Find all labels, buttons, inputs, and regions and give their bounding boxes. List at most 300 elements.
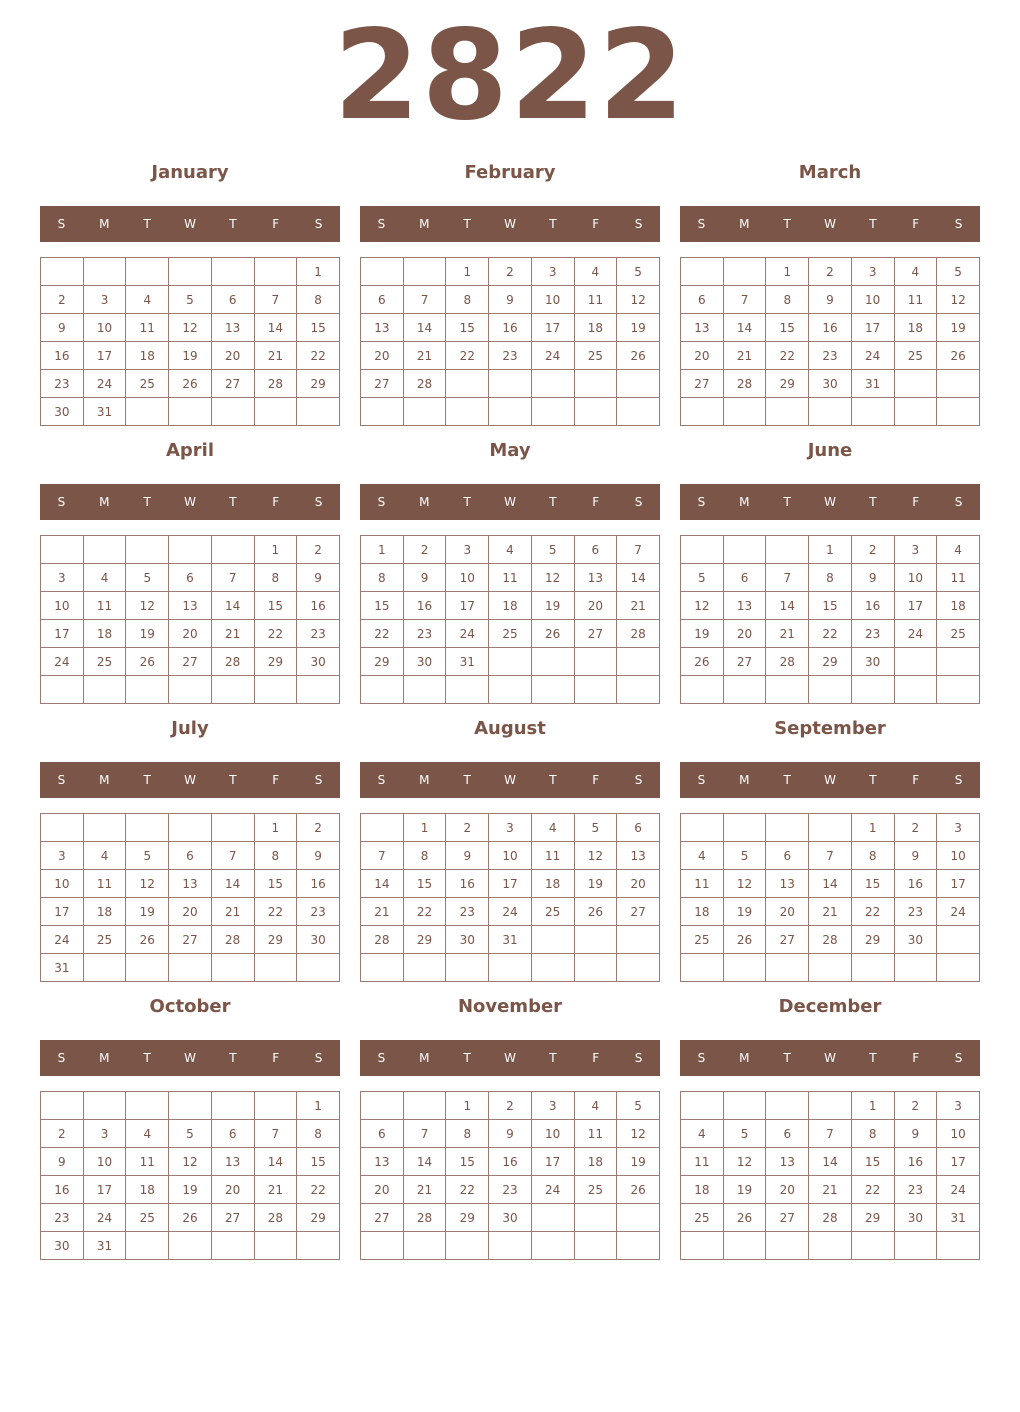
day-cell: 10: [937, 1120, 980, 1148]
weekday-label: S: [697, 773, 706, 787]
day-cell: 14: [211, 592, 254, 620]
day-cell: 30: [489, 1204, 532, 1232]
week-row: [361, 954, 660, 982]
weekday-label: S: [57, 217, 66, 231]
day-cell: 12: [723, 1148, 766, 1176]
day-cell: [254, 258, 297, 286]
day-cell: 7: [766, 564, 809, 592]
day-cell: 4: [126, 1120, 169, 1148]
day-cell: 1: [446, 258, 489, 286]
week-row: [681, 342, 980, 370]
day-cell: 21: [361, 898, 404, 926]
weekday-label: F: [912, 495, 920, 509]
day-cell: 23: [297, 620, 340, 648]
day-cell: [83, 536, 126, 564]
week-row: [41, 620, 340, 648]
day-cell: 11: [489, 564, 532, 592]
day-cell: 3: [531, 1092, 574, 1120]
day-cell: 19: [681, 620, 724, 648]
day-cell: 14: [211, 870, 254, 898]
day-cell: 10: [446, 564, 489, 592]
week-row: [361, 620, 660, 648]
day-cell: [489, 1232, 532, 1260]
month-title: August: [474, 718, 546, 739]
day-cell: 1: [254, 536, 297, 564]
day-cell: [126, 258, 169, 286]
weekday-label: W: [504, 495, 516, 509]
day-cell: [574, 1204, 617, 1232]
day-cell: 28: [211, 648, 254, 676]
day-cell: 15: [361, 592, 404, 620]
day-cell: 15: [254, 592, 297, 620]
day-cell: 16: [446, 870, 489, 898]
day-cell: 20: [617, 870, 660, 898]
day-cell: 20: [361, 1176, 404, 1204]
day-cell: 18: [83, 620, 126, 648]
month-title: November: [457, 996, 563, 1017]
year-title: 2822: [333, 4, 687, 148]
day-cell: [254, 1232, 297, 1260]
day-cell: [169, 398, 212, 426]
day-cell: [41, 814, 84, 842]
day-cell: [489, 676, 532, 704]
day-cell: 16: [403, 592, 446, 620]
day-cell: 8: [403, 842, 446, 870]
day-cell: 29: [361, 648, 404, 676]
day-cell: 22: [446, 342, 489, 370]
weekday-label: S: [314, 773, 323, 787]
day-cell: 25: [126, 370, 169, 398]
day-cell: 2: [41, 286, 84, 314]
day-cell: 16: [894, 870, 937, 898]
weekday-header: [40, 484, 340, 520]
day-cell: [211, 398, 254, 426]
day-cell: [851, 954, 894, 982]
day-cell: 4: [574, 1092, 617, 1120]
day-cell: 13: [723, 592, 766, 620]
day-cell: 12: [681, 592, 724, 620]
day-cell: 7: [254, 286, 297, 314]
weekday-label: W: [184, 773, 196, 787]
day-cell: 11: [574, 286, 617, 314]
day-cell: 30: [297, 926, 340, 954]
day-cell: 28: [403, 1204, 446, 1232]
day-cell: 25: [681, 1204, 724, 1232]
day-cell: 25: [126, 1204, 169, 1232]
day-cell: 25: [574, 1176, 617, 1204]
day-cell: [254, 1092, 297, 1120]
day-cell: [169, 258, 212, 286]
day-cell: 1: [297, 1092, 340, 1120]
day-cell: 18: [937, 592, 980, 620]
day-cell: 6: [766, 842, 809, 870]
day-cell: [211, 536, 254, 564]
day-cell: 16: [297, 592, 340, 620]
day-cell: 28: [361, 926, 404, 954]
day-cell: 2: [489, 258, 532, 286]
week-row: [361, 258, 660, 286]
day-cell: [403, 676, 446, 704]
day-cell: 3: [83, 286, 126, 314]
day-cell: 25: [681, 926, 724, 954]
day-cell: 28: [809, 1204, 852, 1232]
weekday-label: T: [229, 217, 237, 231]
weekday-label: F: [912, 773, 920, 787]
day-cell: [723, 398, 766, 426]
week-row: [41, 648, 340, 676]
day-cell: [894, 954, 937, 982]
day-cell: [809, 676, 852, 704]
day-cell: 29: [766, 370, 809, 398]
weekday-label: F: [912, 1051, 920, 1065]
day-cell: 9: [851, 564, 894, 592]
day-cell: 1: [361, 536, 404, 564]
week-row: [41, 1232, 340, 1260]
day-cell: [126, 536, 169, 564]
day-cell: 21: [403, 1176, 446, 1204]
day-cell: 16: [894, 1148, 937, 1176]
day-cell: [766, 1232, 809, 1260]
day-cell: 7: [211, 842, 254, 870]
day-cell: 23: [894, 1176, 937, 1204]
day-cell: 7: [723, 286, 766, 314]
day-cell: 1: [766, 258, 809, 286]
day-cell: [617, 926, 660, 954]
weekday-label: S: [954, 773, 963, 787]
weekday-label: S: [377, 773, 386, 787]
day-cell: 5: [681, 564, 724, 592]
week-row: [41, 592, 340, 620]
day-cell: 24: [851, 342, 894, 370]
day-cell: 30: [41, 398, 84, 426]
day-cell: 20: [211, 342, 254, 370]
day-cell: [681, 1092, 724, 1120]
day-cell: 26: [169, 1204, 212, 1232]
day-cell: 27: [169, 648, 212, 676]
day-cell: 4: [937, 536, 980, 564]
day-cell: [361, 258, 404, 286]
day-cell: [254, 398, 297, 426]
day-cell: [83, 814, 126, 842]
day-cell: 15: [403, 870, 446, 898]
weekday-label: W: [504, 1051, 516, 1065]
week-row: [41, 564, 340, 592]
day-cell: 2: [489, 1092, 532, 1120]
day-cell: 14: [254, 1148, 297, 1176]
day-cell: [894, 370, 937, 398]
day-cell: 12: [574, 842, 617, 870]
weekday-label: T: [229, 1051, 237, 1065]
day-cell: 18: [574, 1148, 617, 1176]
day-cell: 1: [254, 814, 297, 842]
day-cell: 18: [489, 592, 532, 620]
day-cell: 19: [723, 898, 766, 926]
day-cell: [531, 926, 574, 954]
day-cell: 26: [126, 926, 169, 954]
week-row: [361, 676, 660, 704]
day-cell: 9: [297, 842, 340, 870]
day-cell: 8: [851, 842, 894, 870]
day-cell: 27: [361, 1204, 404, 1232]
day-cell: [361, 398, 404, 426]
day-cell: 16: [809, 314, 852, 342]
weekday-label: W: [504, 773, 516, 787]
day-cell: 19: [617, 1148, 660, 1176]
day-cell: 11: [574, 1120, 617, 1148]
day-cell: 15: [254, 870, 297, 898]
weekday-header: [680, 484, 980, 520]
weekday-label: T: [143, 1051, 151, 1065]
day-cell: 20: [723, 620, 766, 648]
day-cell: 7: [361, 842, 404, 870]
week-row: [41, 1120, 340, 1148]
day-cell: 11: [126, 314, 169, 342]
day-cell: 5: [169, 1120, 212, 1148]
day-cell: 25: [83, 926, 126, 954]
day-cell: [766, 536, 809, 564]
day-cell: [531, 1232, 574, 1260]
day-cell: 13: [169, 592, 212, 620]
day-cell: 25: [574, 342, 617, 370]
week-row: [681, 1092, 980, 1120]
day-cell: 4: [83, 842, 126, 870]
week-row: [361, 1176, 660, 1204]
weekday-label: W: [184, 1051, 196, 1065]
day-cell: [851, 676, 894, 704]
day-cell: 1: [851, 1092, 894, 1120]
day-cell: 7: [403, 286, 446, 314]
day-grid: [360, 813, 660, 982]
day-grid: [680, 813, 980, 982]
day-cell: [574, 1232, 617, 1260]
week-row: [41, 1092, 340, 1120]
week-row: [681, 842, 980, 870]
weekday-header: [680, 206, 980, 242]
day-cell: 12: [531, 564, 574, 592]
weekday-label: W: [504, 217, 516, 231]
day-cell: [617, 1204, 660, 1232]
day-cell: [809, 814, 852, 842]
day-cell: 28: [766, 648, 809, 676]
weekday-label: S: [634, 217, 643, 231]
day-cell: 14: [403, 314, 446, 342]
weekday-label: F: [272, 1051, 280, 1065]
day-cell: [531, 398, 574, 426]
day-cell: 20: [211, 1176, 254, 1204]
day-cell: 23: [489, 342, 532, 370]
day-cell: 14: [403, 1148, 446, 1176]
weekday-label: S: [697, 495, 706, 509]
day-cell: 29: [254, 648, 297, 676]
day-cell: 10: [531, 286, 574, 314]
weekday-header: [360, 1040, 660, 1076]
month-title: May: [489, 440, 531, 461]
day-cell: 9: [297, 564, 340, 592]
day-cell: [403, 258, 446, 286]
day-cell: 10: [851, 286, 894, 314]
day-cell: 27: [211, 1204, 254, 1232]
day-cell: 21: [809, 898, 852, 926]
day-cell: 31: [937, 1204, 980, 1232]
day-cell: 17: [83, 1176, 126, 1204]
day-cell: 5: [617, 1092, 660, 1120]
day-cell: 3: [531, 258, 574, 286]
weekday-label: T: [143, 773, 151, 787]
day-cell: 29: [403, 926, 446, 954]
day-cell: 5: [126, 842, 169, 870]
day-cell: 25: [894, 342, 937, 370]
weekday-label: W: [824, 1051, 836, 1065]
day-cell: [766, 814, 809, 842]
day-cell: [937, 954, 980, 982]
day-cell: 22: [254, 898, 297, 926]
day-cell: 26: [574, 898, 617, 926]
day-cell: [937, 398, 980, 426]
weekday-label: T: [229, 495, 237, 509]
day-cell: 24: [531, 1176, 574, 1204]
day-cell: [211, 1232, 254, 1260]
day-cell: [41, 536, 84, 564]
day-cell: 21: [254, 342, 297, 370]
day-cell: 2: [41, 1120, 84, 1148]
week-row: [361, 1092, 660, 1120]
day-cell: 30: [41, 1232, 84, 1260]
day-cell: 1: [851, 814, 894, 842]
weekday-label: W: [184, 495, 196, 509]
day-cell: [681, 398, 724, 426]
day-cell: [937, 370, 980, 398]
day-cell: 20: [766, 898, 809, 926]
day-cell: [297, 398, 340, 426]
week-row: [681, 898, 980, 926]
day-cell: 12: [617, 1120, 660, 1148]
weekday-label: S: [377, 1051, 386, 1065]
day-cell: 8: [297, 286, 340, 314]
day-cell: 2: [403, 536, 446, 564]
day-cell: 17: [531, 314, 574, 342]
day-cell: 29: [297, 370, 340, 398]
day-cell: 15: [297, 1148, 340, 1176]
day-cell: [937, 1232, 980, 1260]
day-cell: 13: [361, 314, 404, 342]
day-cell: [809, 1092, 852, 1120]
day-cell: 12: [126, 870, 169, 898]
week-row: [41, 676, 340, 704]
day-cell: [809, 398, 852, 426]
day-cell: 27: [361, 370, 404, 398]
weekday-label: S: [634, 1051, 643, 1065]
weekday-label: S: [954, 1051, 963, 1065]
day-cell: 24: [937, 898, 980, 926]
day-cell: 29: [851, 1204, 894, 1232]
day-cell: 3: [937, 814, 980, 842]
day-cell: [83, 1092, 126, 1120]
day-cell: 22: [851, 898, 894, 926]
weekday-label: W: [824, 773, 836, 787]
weekday-label: M: [739, 495, 750, 509]
day-cell: [894, 398, 937, 426]
day-cell: [851, 1232, 894, 1260]
day-cell: 11: [83, 870, 126, 898]
day-cell: 4: [489, 536, 532, 564]
day-cell: 30: [894, 1204, 937, 1232]
day-cell: 21: [254, 1176, 297, 1204]
day-cell: 5: [617, 258, 660, 286]
weekday-label: T: [869, 495, 877, 509]
day-cell: [574, 648, 617, 676]
week-row: [41, 954, 340, 982]
day-cell: 17: [41, 898, 84, 926]
week-row: [361, 370, 660, 398]
day-cell: [617, 954, 660, 982]
day-cell: 6: [681, 286, 724, 314]
day-cell: 15: [851, 1148, 894, 1176]
month-title: July: [171, 718, 209, 739]
day-cell: 13: [211, 314, 254, 342]
day-grid: [40, 257, 340, 426]
weekday-label: M: [99, 1051, 110, 1065]
day-cell: 16: [297, 870, 340, 898]
weekday-header: [680, 1040, 980, 1076]
day-cell: [894, 648, 937, 676]
day-cell: 9: [489, 286, 532, 314]
day-cell: [446, 1232, 489, 1260]
day-cell: 22: [297, 342, 340, 370]
day-cell: [681, 1232, 724, 1260]
day-cell: 15: [851, 870, 894, 898]
day-cell: 25: [531, 898, 574, 926]
day-cell: [446, 954, 489, 982]
day-cell: [361, 814, 404, 842]
week-row: [41, 926, 340, 954]
day-cell: 28: [809, 926, 852, 954]
month-title: March: [798, 162, 862, 183]
day-cell: 12: [169, 1148, 212, 1176]
day-cell: 26: [723, 1204, 766, 1232]
day-cell: 21: [809, 1176, 852, 1204]
day-cell: 2: [894, 814, 937, 842]
week-row: [681, 870, 980, 898]
day-cell: 30: [403, 648, 446, 676]
day-cell: 8: [809, 564, 852, 592]
day-cell: 5: [169, 286, 212, 314]
day-cell: 18: [531, 870, 574, 898]
week-row: [681, 286, 980, 314]
week-row: [361, 1120, 660, 1148]
day-cell: 30: [809, 370, 852, 398]
week-row: [361, 314, 660, 342]
day-cell: 22: [766, 342, 809, 370]
weekday-label: M: [419, 1051, 430, 1065]
weekday-label: F: [272, 495, 280, 509]
month-title: April: [165, 440, 215, 461]
week-row: [361, 1204, 660, 1232]
day-cell: 3: [446, 536, 489, 564]
day-cell: [851, 398, 894, 426]
day-cell: 10: [41, 592, 84, 620]
day-cell: [766, 1092, 809, 1120]
day-cell: [574, 676, 617, 704]
day-cell: [617, 1232, 660, 1260]
weekday-label: M: [419, 773, 430, 787]
day-cell: 11: [937, 564, 980, 592]
day-cell: [489, 648, 532, 676]
day-cell: 27: [766, 1204, 809, 1232]
day-cell: 24: [446, 620, 489, 648]
day-cell: 21: [403, 342, 446, 370]
day-cell: 7: [403, 1120, 446, 1148]
day-cell: 1: [297, 258, 340, 286]
